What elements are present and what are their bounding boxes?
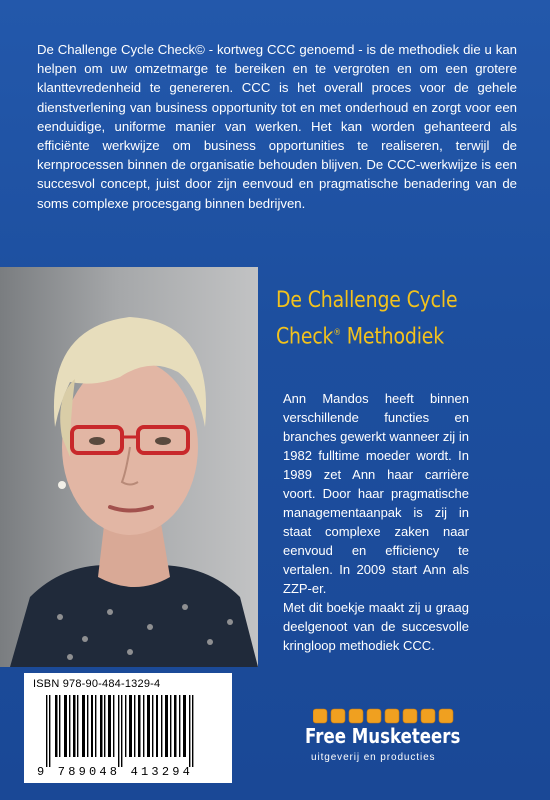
registered-mark: ®	[333, 328, 341, 338]
publisher-logo-icons	[313, 707, 455, 725]
publisher-tagline: uitgeverij en producties	[311, 752, 436, 763]
author-photo	[0, 267, 258, 667]
bio-paragraph-1: Ann Mandos heeft binnen verschillende functies en branches gewerkt wanneer zij in 1982 fulltime moeder wordt. In 1989 zet Ann haar carrière voort. Door haar pragmatische managementaanpak is zij in staat complexe zaken naar eenvoud en efficiency te vertalen. In 2009 start Ann als ZZP-er.	[283, 391, 469, 596]
author-bio	[283, 389, 469, 655]
title-word-methodiek: Methodiek	[340, 324, 445, 350]
bio-paragraph-2: Met dit boekje maakt zij u graag deelgenoot van de succesvolle kringloop methodiek CCC.	[283, 600, 469, 653]
isbn-label: ISBN 978-90-484-1329-4	[33, 678, 161, 690]
blurb-text: De Challenge Cycle Check© - kortweg CCC genoemd - is de methodiek die u kan helpen om uw omzetmarge te bereiken en te vergroten en om een grotere klanttevredenheid te genereren. CCC is het overall proces voor de gehele dienstverlening van business opportunity tot en met onderhoud en zorgt voor een eenduidige, uniforme manier van werken. Het kan worden gehanteerd als efficiënte werkwijze om business opportunities te realiseren, terwijl de kernprocessen binnen de organisatie behouden blijven. De CCC-werkwijze is een succesvol concept, juist door zijn eenvoud en pragmatische benadering van de soms complexe procesgang binnen bedrijven.	[37, 42, 517, 211]
book-title	[276, 284, 500, 353]
barcode-digits: 9 789048 413294	[37, 765, 194, 779]
title-line-1: De Challenge Cycle	[276, 288, 458, 313]
publisher-name: Free Musketeers	[305, 724, 461, 748]
title-line-2	[276, 317, 500, 353]
title-word-check: Check	[276, 324, 334, 350]
